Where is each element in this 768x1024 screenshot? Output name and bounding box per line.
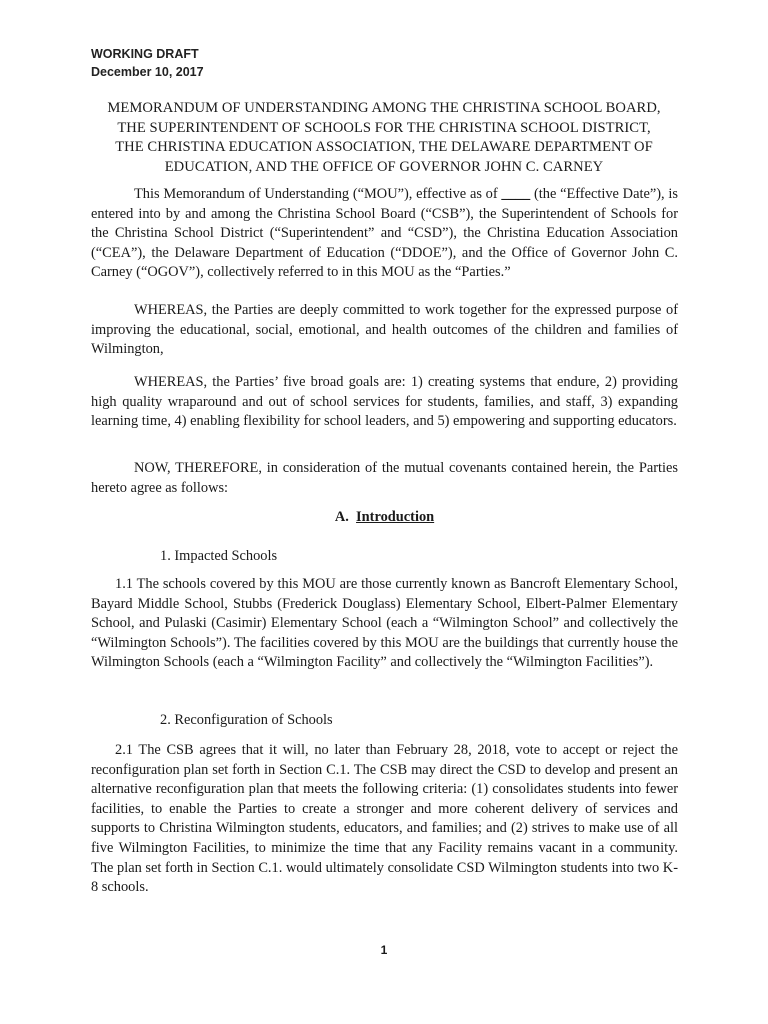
page-number: 1 [380,943,388,957]
title-line: EDUCATION, AND THE OFFICE OF GOVERNOR JOHN C. CARNEY [164,158,604,175]
preamble-paragraph [91,185,678,283]
clause-paragraph: 1.1 The schools covered by this MOU are those currently known as Bancroft Elementary School, Bayard Middle School, Stubbs (Frederick Douglass) Elementary School, Elbert-Palmer Elementary School, and Pulaski (Casimir) Elementary School (each a “Wilmington School” and collectively the “Wilmington Schools”). The facilities covered by this MOU are the buildings that currently house the Wilmington Schools (each a “Wilmington Facility” and collectively the “Wilmington Facilities”). [91,576,678,671]
section-letter: A. [334,509,349,525]
now-therefore-paragraph: NOW, THEREFORE, in consideration of the mutual covenants contained herein, the Parties hereto agree as follows: [91,460,678,496]
section-title: Introduction [356,509,435,525]
title-line: THE CHRISTINA EDUCATION ASSOCIATION, THE DELAWARE DEPARTMENT OF [115,139,653,155]
subsection-heading: 2. Reconfiguration of Schools [160,712,333,728]
title-line: MEMORANDUM OF UNDERSTANDING AMONG THE CHRISTINA SCHOOL BOARD, [107,100,661,116]
document-title [80,99,688,177]
whereas-paragraph-2: WHEREAS, the Parties’ five broad goals are: 1) creating systems that endure, 2) providing high quality wraparound and out of school services for students, families, and staff, 3) expanding learning time, 4) enabling flexibility for school leaders, and 5) empowering and supporting educators. [91,374,678,430]
subsection-heading: 1. Impacted Schools [160,548,278,564]
document-header [91,45,204,81]
effective-date-blank: ____ [501,186,531,202]
preamble-text: (the “Effective Date”), is entered into by and among the Christina School Board (“CSB”), the Superintendent of Schools for the Christina School District (“Superintendent” and “CSD”), the Christina Education Association (“CEA”), the Delaware Department of Education (“DDOE”), and the Office of Governor John C. Carney (“OGOV”), collectively referred to in this MOU as the “Parties.” [91,186,678,281]
draft-date: December 10, 2017 [91,65,204,79]
draft-status: WORKING DRAFT [91,47,199,61]
title-line: THE SUPERINTENDENT OF SCHOOLS FOR THE CHRISTINA SCHOOL DISTRICT, [117,119,651,136]
clause-paragraph: 2.1 The CSB agrees that it will, no later than February 28, 2018, vote to accept or reject the reconfiguration plan set forth in Section C.1. The CSB may direct the CSD to develop and present an alternative reconfiguration plan that meets the following criteria: (1) consolidates students into fewer facilities, to enable the Parties to create a stronger and more coherent delivery of services and supports to Christina Wilmington students, educators, and families; and (2) strives to make use of all five Wilmington Facilities, to minimize the time that any Facility remains vacant in a community. The plan set forth in Section C.1. would ultimately consolidate CSD Wilmington students into two K-8 schools. [91,742,678,896]
preamble-text: This Memorandum of Understanding (“MOU”), effective as of [134,186,502,202]
section-heading [91,509,678,526]
whereas-paragraph-1: WHEREAS, the Parties are deeply committed to work together for the expressed purpose of improving the educational, social, emotional, and health outcomes of the children and families of Wilmington, [91,302,678,358]
